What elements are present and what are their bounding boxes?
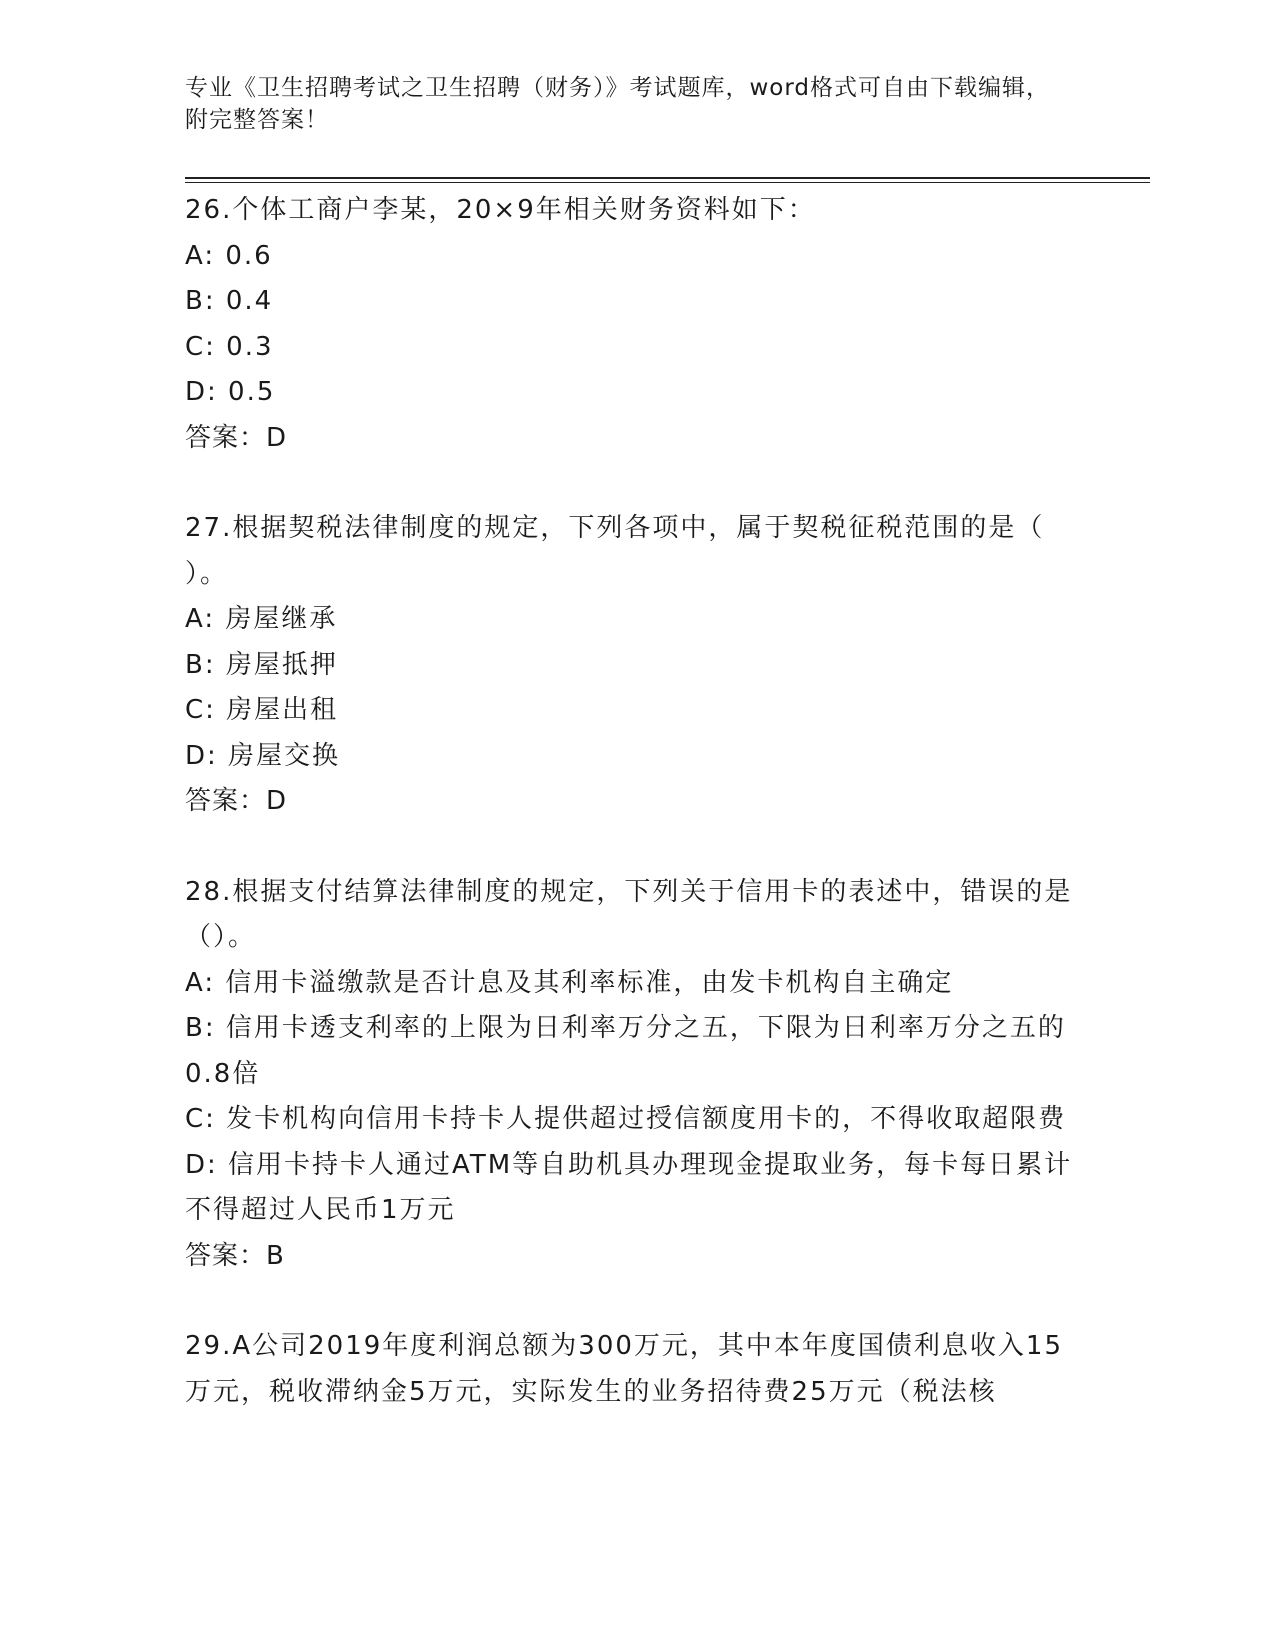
question-stem: 26.个体工商户李某，20×9年相关财务资料如下： — [185, 195, 816, 225]
answer: 答案：B — [185, 1240, 285, 1271]
header-divider-thin — [185, 182, 1150, 183]
question-26 — [185, 188, 1080, 461]
option-b: B: 0.4 — [185, 286, 274, 316]
option-b: B: 房屋抵押 — [185, 649, 338, 680]
question-stem: 27.根据契税法律制度的规定，下列各项中，属于契税征税范围的是（ ）。 — [185, 513, 1045, 589]
option-d: D: 信用卡持卡人通过ATM等自助机具办理现金提取业务，每卡每日累计不得超过人民币1万元 — [185, 1149, 1073, 1225]
question-27 — [185, 506, 1080, 825]
question-list — [185, 188, 1080, 1460]
question-28 — [185, 870, 1080, 1280]
answer: 答案：D — [185, 422, 288, 453]
option-c: C: 0.3 — [185, 331, 274, 362]
answer: 答案：D — [185, 786, 288, 816]
question-stem: 29.A公司2019年度利润总额为300万元，其中本年度国债利息收入15万元，税收滞纳金5万元，实际发生的业务招待费25万元（税法核 — [185, 1331, 1064, 1407]
option-c: C: 发卡机构向信用卡持卡人提供超过授信额度用卡的，不得收取超限费 — [185, 1104, 1067, 1134]
option-c: C: 房屋出租 — [185, 695, 339, 725]
option-b: B: 信用卡透支利率的上限为日利率万分之五，下限为日利率万分之五的0.8倍 — [185, 1013, 1066, 1089]
header-divider-thick — [185, 177, 1150, 179]
option-a: A: 信用卡溢缴款是否计息及其利率标准，由发卡机构自主确定 — [185, 967, 954, 998]
question-stem: 28.根据支付结算法律制度的规定，下列关于信用卡的表述中，错误的是（）。 — [185, 876, 1073, 952]
option-a: A: 0.6 — [185, 240, 273, 271]
page-header: 专业《卫生招聘考试之卫生招聘（财务）》考试题库，word格式可自由下载编辑，附完整答案！ — [185, 75, 1051, 133]
option-a: A: 房屋继承 — [185, 604, 338, 634]
question-29 — [185, 1324, 1080, 1415]
option-d: D: 房屋交换 — [185, 740, 341, 771]
option-d: D: 0.5 — [185, 377, 276, 407]
